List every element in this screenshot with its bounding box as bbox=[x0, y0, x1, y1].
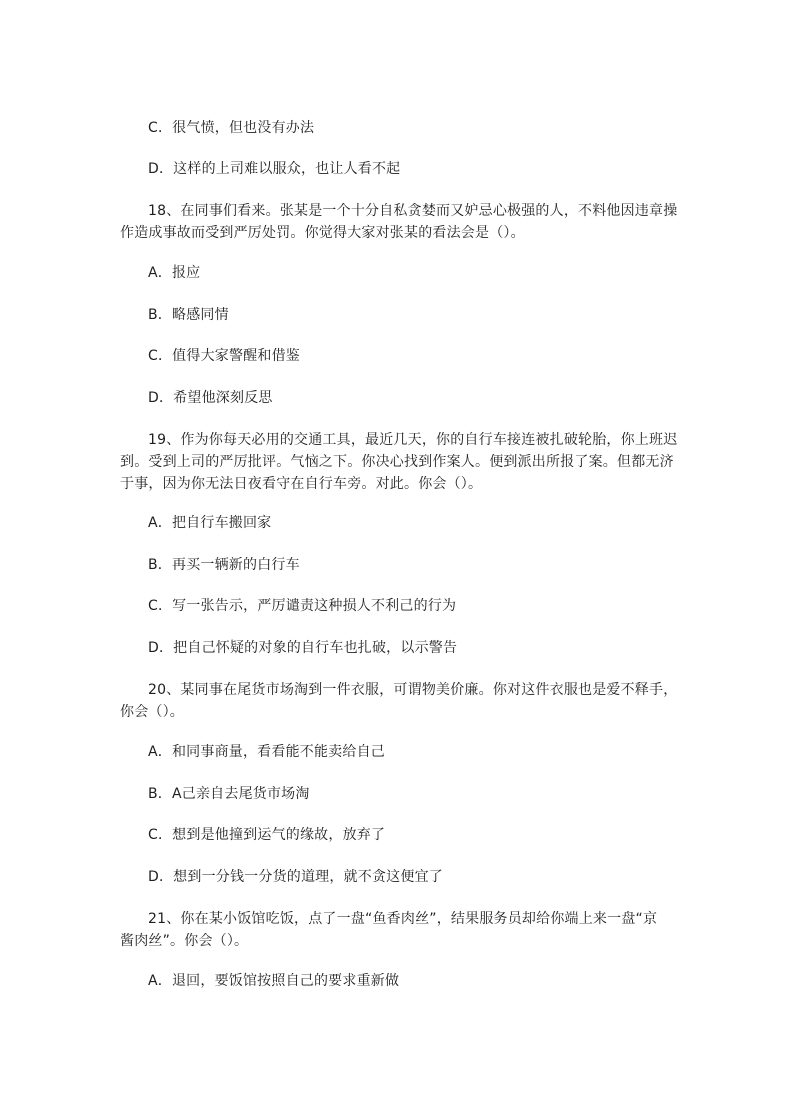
question-18 bbox=[120, 200, 678, 244]
option-18-b: B．略感同情 bbox=[148, 307, 229, 323]
option-18-d: D．希望他深刻反思 bbox=[148, 390, 273, 406]
question-19-line-2: 到。受到上司的严厉批评。气恼之下。你决心找到作案人。便到派出所报了案。但都无济 bbox=[120, 454, 674, 470]
question-20-line-2: 你会（）。 bbox=[120, 704, 184, 720]
option-19-c: C．写一张告示，严厉谴责这种损人不利己的行为 bbox=[148, 598, 457, 614]
option-20-a: A．和同事商量，看看能不能卖给自己 bbox=[148, 744, 385, 760]
option-20-c: C．想到是他撞到运气的缘故，放弃了 bbox=[148, 827, 386, 843]
option-20-b: B．A己亲自去尾货市场淘 bbox=[148, 786, 310, 802]
option-21-a: A．退回，要饭馆按照自己的要求重新做 bbox=[148, 973, 400, 989]
option-19-b: B．再买一辆新的白行车 bbox=[148, 557, 300, 573]
question-19 bbox=[120, 429, 678, 495]
question-20-line-1: 20、某同事在尾货市场淘到一件衣服，可谓物美价廉。你对这件衣服也是爱不释手， bbox=[148, 682, 678, 698]
question-20 bbox=[120, 679, 678, 723]
question-19-line-1: 19、作为你每天必用的交通工具，最近几天，你的自行车接连被扎破轮胎，你上班迟 bbox=[148, 432, 678, 448]
question-18-line-1: 18、在同事们看来。张某是一个十分自私贪婪而又妒忌心极强的人，不料他因违章操 bbox=[148, 203, 678, 219]
question-21-line-1: 21、你在某小饭馆吃饭，点了一盘“鱼香肉丝”，结果服务员却给你端上来一盘“京 bbox=[148, 911, 658, 927]
option-20-d: D．想到一分钱一分货的道理，就不贪这便宜了 bbox=[148, 869, 443, 885]
option-18-c: C．值得大家警醒和借鉴 bbox=[148, 348, 300, 364]
option-17-c: C．很气愤，但也没有办法 bbox=[148, 120, 315, 136]
option-17-d: D．这样的上司难以服众，也让人看不起 bbox=[148, 161, 401, 177]
option-18-a: A．报应 bbox=[148, 265, 201, 281]
question-21 bbox=[120, 908, 668, 952]
question-18-line-2: 作造成事故而受到严厉处罚。你觉得大家对张某的看法会是（）。 bbox=[120, 225, 525, 241]
question-21-line-2: 酱肉丝”。你会（）。 bbox=[120, 933, 249, 949]
option-19-a: A．把自行车搬回家 bbox=[148, 515, 272, 531]
option-19-d: D．把自己怀疑的对象的自行车也扎破，以示警告 bbox=[148, 640, 458, 656]
question-19-line-3: 于事，因为你无法日夜看守在自行车旁。对此。你会（）。 bbox=[120, 476, 483, 492]
